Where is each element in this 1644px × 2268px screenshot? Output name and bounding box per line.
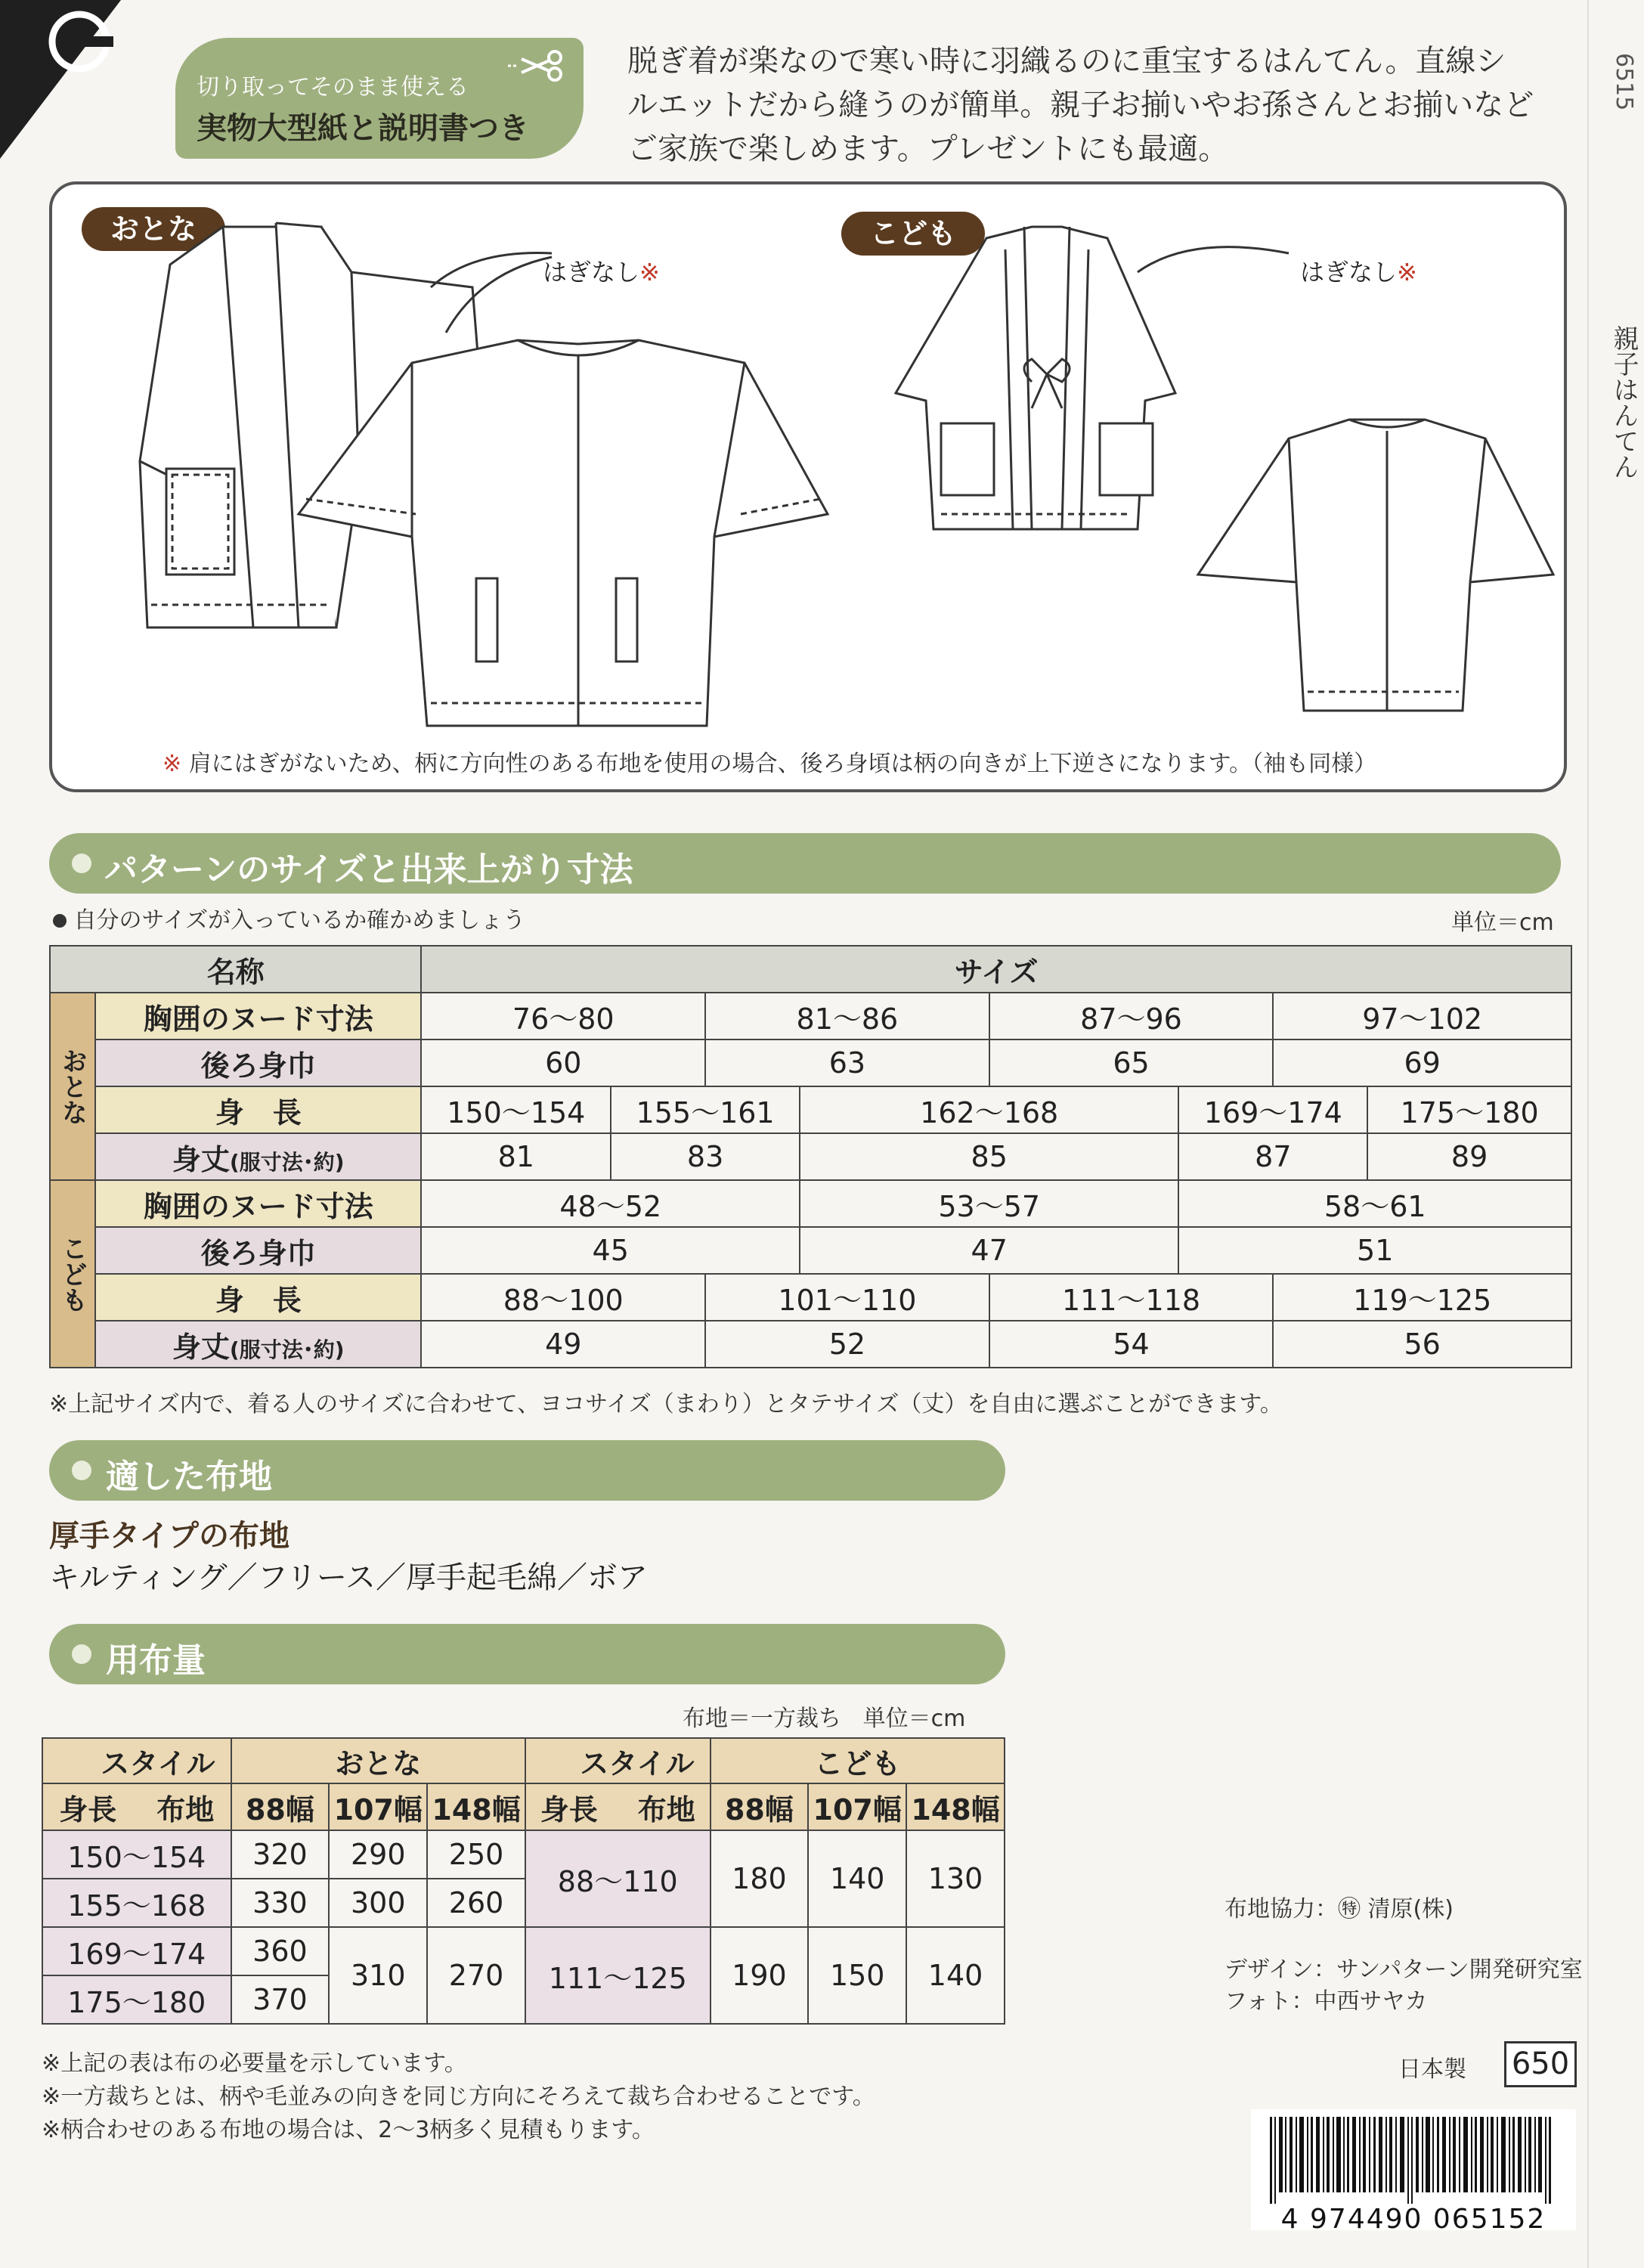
row-label: 後ろ身巾: [95, 1227, 421, 1274]
style-header: スタイル: [42, 1738, 231, 1783]
table-cell: 310: [329, 1927, 427, 2024]
size-footnote: ※上記サイズ内で、着る人のサイズに合わせて、ヨコサイズ（まわり）とタテサイズ（丈）を自由に選ぶことができます。: [49, 1391, 1283, 1418]
table-cell: 101〜110: [705, 1274, 989, 1321]
table-cell: 47: [800, 1227, 1178, 1274]
fabric-type: 厚手タイプの布地: [49, 1519, 289, 1554]
table-cell: 140: [906, 1927, 1005, 2024]
adult-group-label: おとな: [50, 993, 95, 1180]
table-cell: 97〜102: [1273, 993, 1571, 1040]
table-cell: 290: [329, 1830, 427, 1879]
height-fabric-header: 身長 布地: [525, 1783, 711, 1830]
table-cell: 60: [421, 1040, 705, 1086]
table-cell: 150: [808, 1927, 906, 2024]
design-credit: デザイン：サンパターン開発研究室: [1224, 1957, 1583, 1983]
row-label: 身 長: [95, 1086, 421, 1133]
yardage-notes: ※上記の表は布の必要量を示しています。 ※一方裁ちとは、柄や毛並みの向きを同じ方向にそろえて裁ち合わせることです。 ※柄合わせのある布地の場合は、2〜3柄多く見積もります。: [42, 2050, 875, 2143]
barcode-number: 4 974490 065152: [1280, 2204, 1546, 2235]
table-cell: 260: [427, 1879, 525, 1927]
row-label: 後ろ身巾: [95, 1040, 421, 1086]
table-cell: 85: [800, 1133, 1178, 1180]
table-cell: 111〜118: [989, 1274, 1274, 1321]
child-front-drawing: [896, 227, 1289, 529]
width-header: 88幅: [231, 1783, 330, 1830]
hint-bullet-icon: [53, 914, 67, 928]
table-cell: 250: [427, 1830, 525, 1879]
table-cell: 190: [711, 1927, 809, 2024]
shoulder-note: ※ 肩にはぎがないため、柄に方向性のある布地を使用の場合、後ろ身頃は柄の向きが上下逆さになります。（袖も同様）: [163, 751, 1377, 777]
row-label: 胸囲のヌード寸法: [95, 1180, 421, 1227]
table-cell: 45: [421, 1227, 800, 1274]
yardage-table: [42, 1737, 1005, 2025]
intro-text: 脱ぎ着が楽なので寒い時に羽織るのに重宝するはんてん。直線シ ルエットだから縫うのが簡単。親子お揃いやお孫さんとお揃いなど ご家族で楽しめます。プレゼントにも最適。: [627, 44, 1534, 166]
height-fabric-header: 身長 布地: [42, 1783, 231, 1830]
fabric-credit: 布地協力：㊕ 清原(株): [1224, 1896, 1454, 1923]
table-cell: 81〜86: [705, 993, 989, 1040]
table-cell: 56: [1273, 1321, 1571, 1368]
child-header: こども: [711, 1738, 1005, 1783]
height-cell: 155〜168: [42, 1879, 231, 1927]
col-name: 名称: [50, 946, 421, 993]
child-back-drawing: [1198, 420, 1553, 711]
size-table: [49, 945, 1572, 1368]
section-bullet-icon: [72, 1644, 91, 1664]
table-cell: 53〜57: [800, 1180, 1178, 1227]
table-cell: 65: [989, 1040, 1274, 1086]
row-label: 身丈(服寸法･約): [95, 1321, 421, 1368]
row-label: 身丈(服寸法･約): [95, 1133, 421, 1180]
height-cell: 111〜125: [525, 1927, 711, 2024]
table-cell: 169〜174: [1178, 1086, 1367, 1133]
table-cell: 150〜154: [421, 1086, 611, 1133]
adult-header: おとな: [231, 1738, 525, 1783]
table-cell: 63: [705, 1040, 989, 1086]
table-cell: 360: [231, 1927, 330, 1975]
fabric-list: キルティング／フリース／厚手起毛綿／ボア: [49, 1560, 648, 1595]
product-title-vertical: 親子はんてん: [1608, 325, 1639, 479]
yardage-section-title: 用布量: [106, 1641, 206, 1680]
table-cell: 119〜125: [1273, 1274, 1571, 1321]
child-group-label: こども: [50, 1180, 95, 1368]
adult-callout: はぎなし※: [543, 258, 660, 287]
table-cell: 48〜52: [421, 1180, 800, 1227]
size-hint: 自分のサイズが入っているか確かめましょう: [53, 901, 525, 934]
table-cell: 320: [231, 1830, 330, 1879]
child-callout: はぎなし※: [1300, 258, 1417, 287]
table-cell: 87〜96: [989, 993, 1274, 1040]
table-cell: 54: [989, 1321, 1274, 1368]
garment-drawings: [49, 181, 1561, 756]
yardage-cut-note: 布地＝一方裁ち 単位＝cm: [683, 1706, 966, 1732]
height-cell: 150〜154: [42, 1830, 231, 1879]
table-cell: 270: [427, 1927, 525, 2024]
pattern-code-vertical: 6515: [1611, 53, 1637, 111]
size-unit: 単位＝cm: [1451, 909, 1554, 936]
table-cell: 87: [1178, 1133, 1367, 1180]
table-cell: 155〜161: [611, 1086, 800, 1133]
table-cell: 330: [231, 1879, 330, 1927]
table-cell: 69: [1273, 1040, 1571, 1086]
photo-credit: フォト：中西サヤカ: [1224, 1988, 1428, 2015]
table-cell: 83: [611, 1133, 800, 1180]
side-divider: [1587, 0, 1589, 2268]
col-size: サイズ: [421, 946, 1571, 993]
section-bullet-icon: [72, 1461, 91, 1480]
scissors-icon: [508, 47, 568, 85]
width-header: 148幅: [906, 1783, 1005, 1830]
width-header: 88幅: [711, 1783, 809, 1830]
width-header: 148幅: [427, 1783, 525, 1830]
table-cell: 162〜168: [800, 1086, 1178, 1133]
size-section-title: パターンのサイズと出来上がり寸法: [104, 850, 633, 889]
height-cell: 175〜180: [42, 1975, 231, 2024]
adult-tag: おとな: [82, 207, 225, 251]
section-bullet-icon: [72, 854, 91, 873]
height-cell: 169〜174: [42, 1927, 231, 1975]
table-cell: 370: [231, 1975, 330, 2024]
table-cell: 52: [705, 1321, 989, 1368]
banner-title: 実物大型紙と説明書つき: [197, 111, 529, 146]
table-cell: 51: [1178, 1227, 1571, 1274]
price-box: 650: [1504, 2041, 1577, 2087]
child-tag: こども: [841, 212, 985, 256]
row-label: 身 長: [95, 1274, 421, 1321]
table-cell: 88〜100: [421, 1274, 705, 1321]
brand-logo-icon: [45, 8, 113, 76]
style-header: スタイル: [525, 1738, 711, 1783]
banner-subtitle: 切り取ってそのまま使える: [197, 74, 469, 101]
table-cell: 175〜180: [1367, 1086, 1571, 1133]
height-cell: 88〜110: [525, 1830, 711, 1927]
table-cell: 81: [421, 1133, 611, 1180]
table-cell: 89: [1367, 1133, 1571, 1180]
table-cell: 49: [421, 1321, 705, 1368]
table-cell: 180: [711, 1830, 809, 1927]
table-cell: 58〜61: [1178, 1180, 1571, 1227]
made-in: 日本製: [1398, 2056, 1466, 2083]
row-label: 胸囲のヌード寸法: [95, 993, 421, 1040]
table-cell: 140: [808, 1830, 906, 1927]
width-header: 107幅: [329, 1783, 427, 1830]
table-cell: 300: [329, 1879, 427, 1927]
table-cell: 76〜80: [421, 993, 705, 1040]
fabric-section-title: 適した布地: [106, 1458, 272, 1496]
table-cell: 130: [906, 1830, 1005, 1927]
width-header: 107幅: [808, 1783, 906, 1830]
